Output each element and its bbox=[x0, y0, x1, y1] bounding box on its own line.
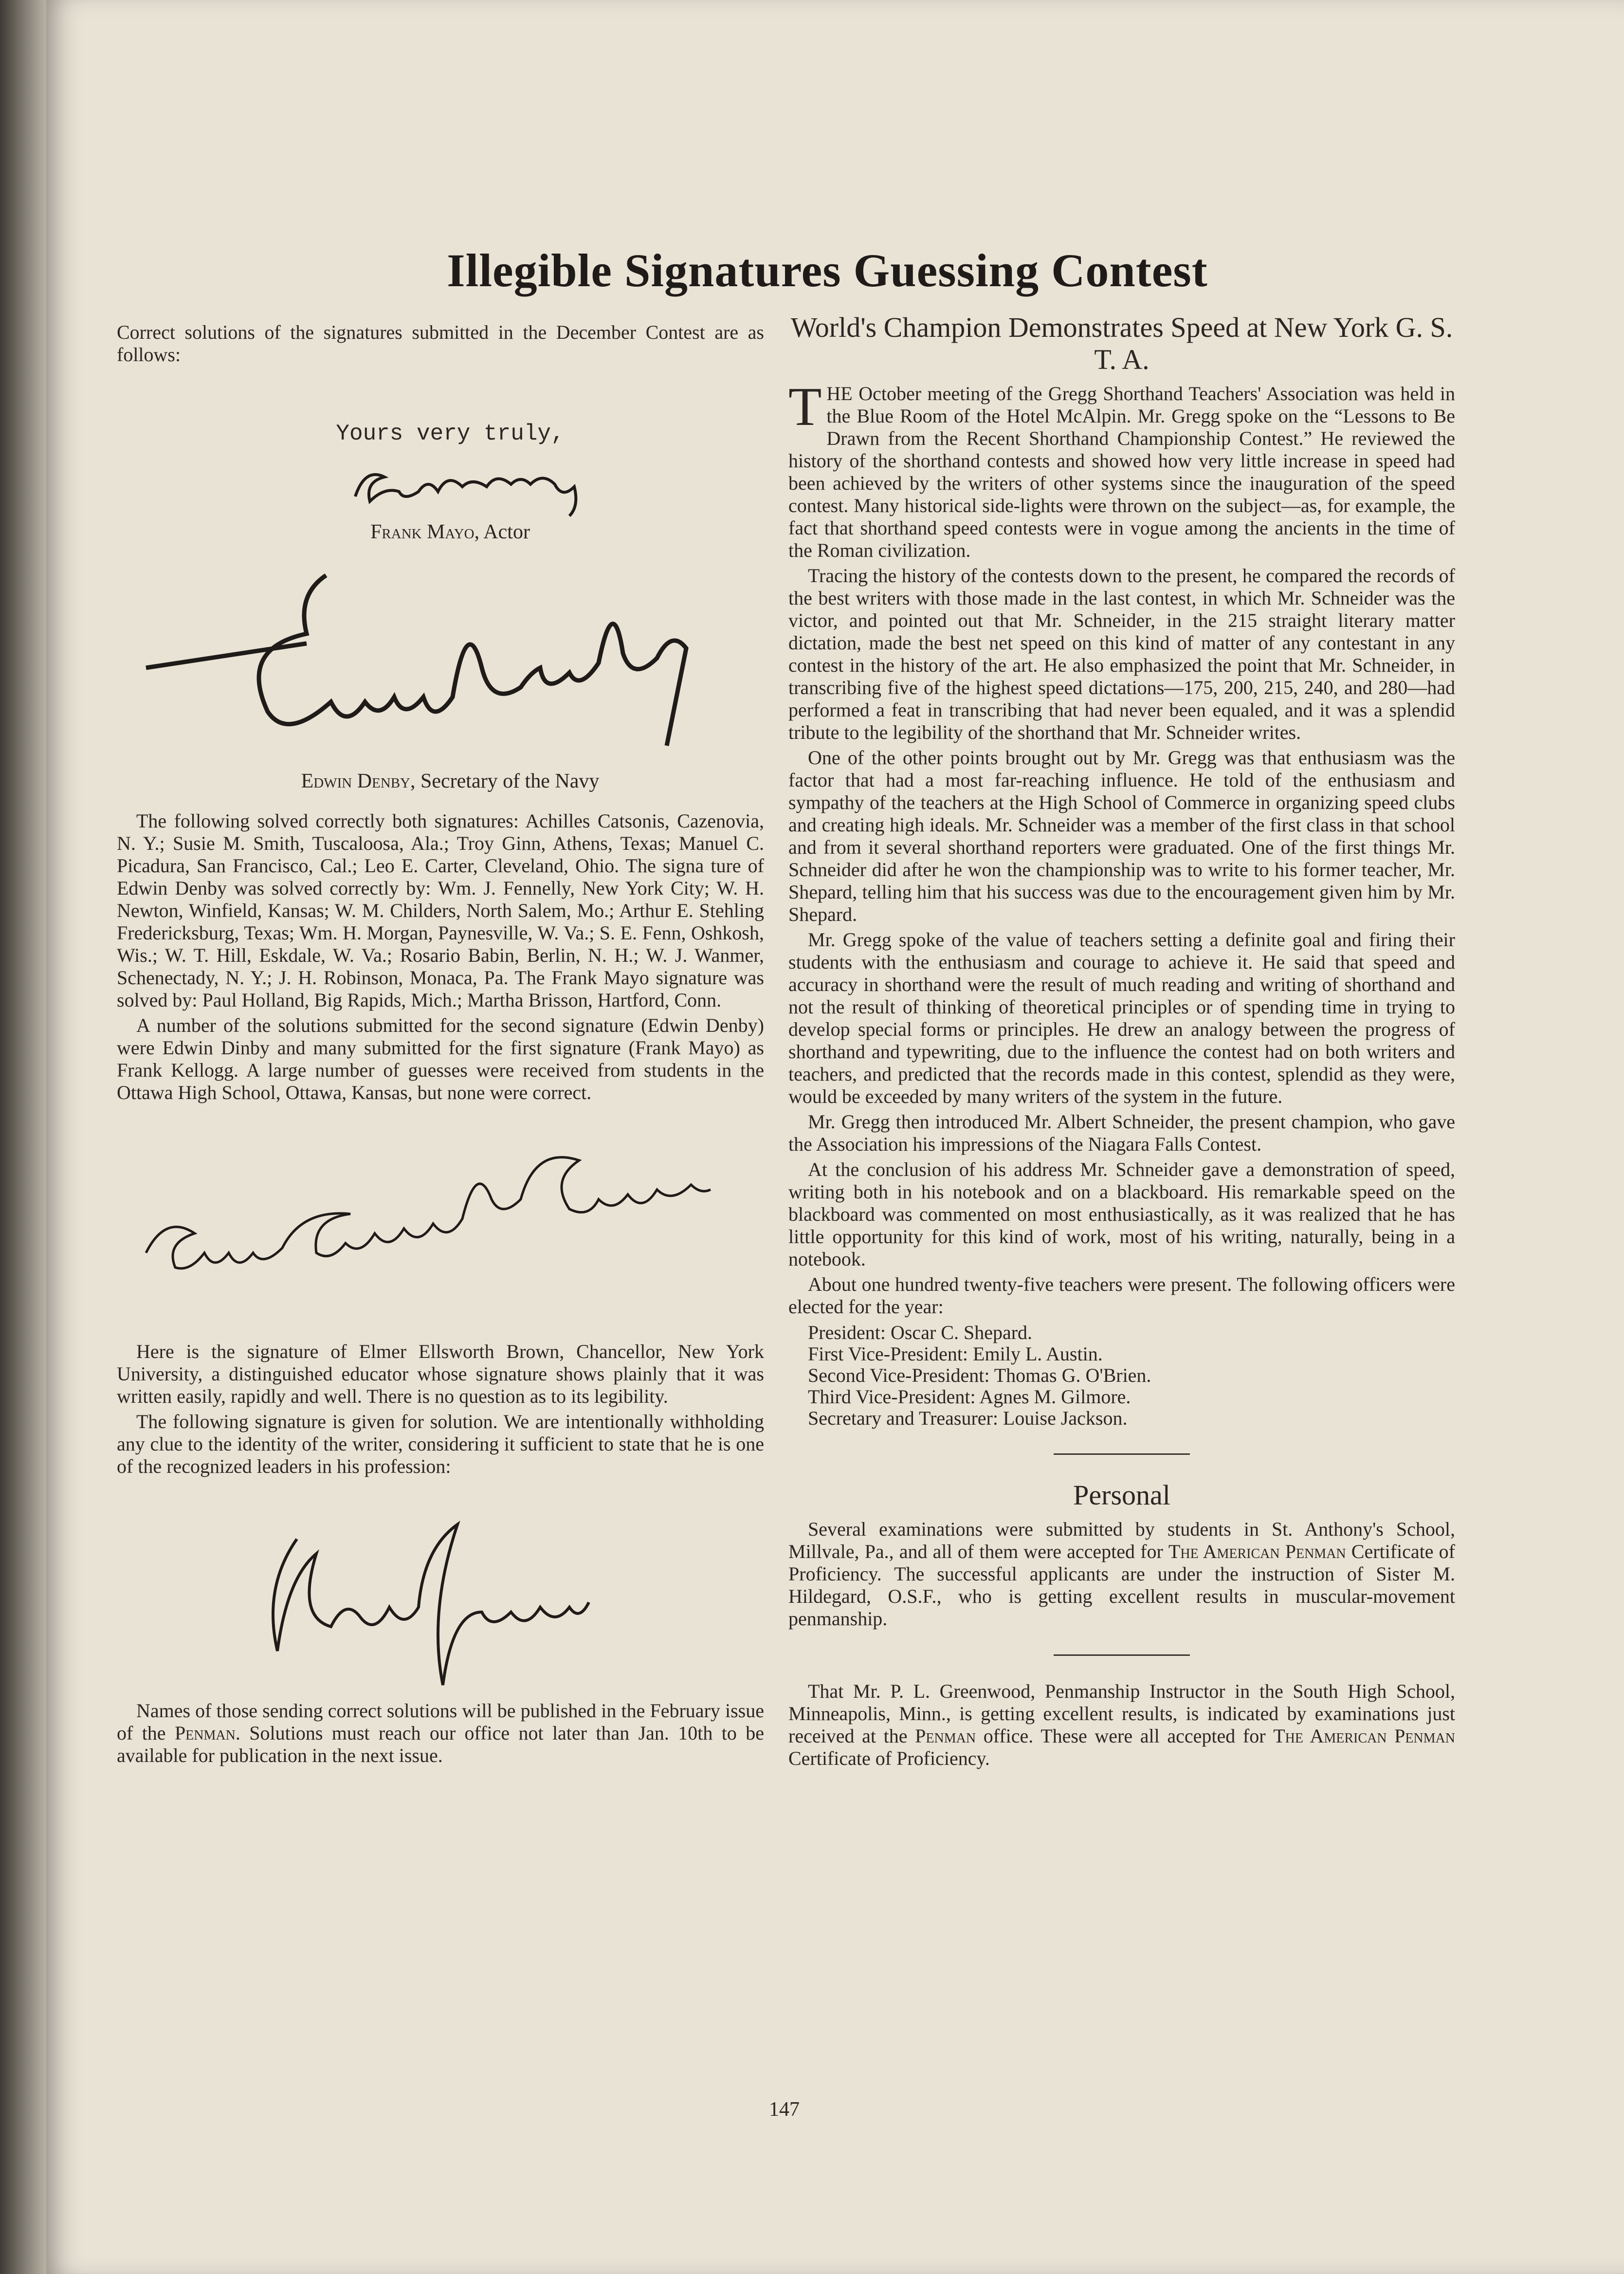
closing-line: Yours very truly, bbox=[336, 421, 565, 446]
edwin-denby-signature bbox=[117, 546, 764, 770]
officers-list bbox=[808, 1322, 1455, 1429]
greenwood-paragraph bbox=[788, 1680, 1455, 1770]
edwin-denby-role: Secretary of the Navy bbox=[420, 770, 600, 792]
frank-mayo-name: Frank Mayo, bbox=[370, 521, 480, 543]
article-paragraph-2: Tracing the history of the contests down to the present, he compared the records of the best writers with those made in the last contest, in which Mr. Schneider was the victor, and pointed out that Mr. Schneider, in the 215 straight literary matter dictation, made the best net speed on this kind of matter of any contestant in any contest in the history of the art. He also emphasized the point that Mr. Schneider, in transcribing five of the highest speed dictations—175, 200, 215, 240, and 280—had performed a feat in transcribing that had never been equaled, and it was a splendid tribute to the legibility of the shorthand that Mr. Schneider writes. bbox=[788, 565, 1455, 743]
edwin-denby-caption bbox=[117, 770, 764, 792]
officer-second-vp: Second Vice-President: Thomas G. O'Brien. bbox=[808, 1364, 1151, 1386]
book-gutter bbox=[0, 0, 46, 2274]
article-paragraph-7: About one hundred twenty-five teachers were present. The following officers were elected for the year: bbox=[788, 1273, 1455, 1318]
intro-text: Correct solutions of the signatures submitted in the December Contest are as follows: bbox=[117, 321, 764, 366]
article-paragraph-3: One of the other points brought out by Mr. Gregg was that enthusiasm was the factor that had a most far-reaching influence. He told of the enthusiasm and sympathy of the teachers at the High School of Commerce in organizing speed clubs and creating high ideals. Mr. Schneider was a member of the first class in that school and from it several shorthand reporters were graduated. One of the first things Mr. Schneider did after he won the championship was to write to his former teacher, Mr. Shepard, telling him that his success was due to the encouragement given him by Mr. Shepard. bbox=[788, 747, 1455, 925]
greenwood-text-b: office. These were all accepted for bbox=[983, 1725, 1266, 1747]
personal-heading: Personal bbox=[1073, 1479, 1170, 1511]
frank-mayo-role: Actor bbox=[483, 521, 530, 543]
section-divider-2 bbox=[1054, 1654, 1190, 1656]
greenwood-text-a: That Mr. P. L. Greenwood, Penmanship Instructor in the South High School, Minneapolis, Minn., is getting excellent results, is indicated by examinations just received at the bbox=[788, 1680, 1455, 1747]
officer-president: President: Oscar C. Shepard. bbox=[808, 1321, 1033, 1343]
section-divider bbox=[1054, 1453, 1190, 1455]
solvers-paragraph: The following solved correctly both signatures: Achilles Catsonis, Cazenovia, N. Y.; Susie M. Smith, Tuscaloosa, Ala.; Troy Ginn, Athens, Texas; Manuel C. Picadura, San Francisco, Cal.; Leo E. Carter, Cleveland, Ohio. The signa ture of Edwin Denby was solved correctly by: Wm. J. Fennelly, New York City; W. H. Newton, Winfield, Kansas; W. M. Childers, North Salem, Mo.; Arthur E. Stehling Fredericksburg, Texas; Wm. H. Morgan, Paynesville, W. Va.; S. E. Fenn, Oshkosh, Wis.; W. T. Hill, Eskdale, W. Va.; Rosario Babin, Berlin, N. H.; W. J. Wanmer, Schenectady, N. Y.; J. H. Robinson, Monaca, Pa. The Frank Mayo signature was solved by: Paul Holland, Big Rapids, Mich.; Martha Brisson, Hartford, Conn. bbox=[117, 810, 764, 1011]
article-paragraph-5: Mr. Gregg then introduced Mr. Albert Schneider, the present champion, who gave the Association his impressions of the Niagara Falls Contest. bbox=[788, 1111, 1455, 1155]
drop-cap: T bbox=[788, 377, 822, 437]
greenwood-text-c: Certificate of Proficiency. bbox=[788, 1747, 990, 1769]
personal-text-a: Several examinations were submitted by students in St. Anthony's School, Millvale, Pa., and all of them were accepted for bbox=[788, 1518, 1455, 1562]
names-text-b: Solutions must reach our office not later than Jan. 10th to be available for publication in the next issue. bbox=[117, 1722, 765, 1766]
personal-text-b: Certificate of Proficiency. The successful applicants are under the instruction of Sister M. Hildegard, O.S.F., who is getting excellent results in muscular-movement penmanship. bbox=[788, 1540, 1455, 1630]
page-number: 147 bbox=[769, 2098, 800, 2121]
article-heading: World's Champion Demonstrates Speed at New York G. S. T. A. bbox=[790, 312, 1453, 375]
officer-secretary: Secretary and Treasurer: Louise Jackson. bbox=[808, 1407, 1128, 1429]
left-column bbox=[117, 321, 764, 1770]
article-paragraph-1 bbox=[788, 377, 1455, 562]
unknown-signature bbox=[117, 1481, 764, 1700]
article-paragraph-4: Mr. Gregg spoke of the value of teachers setting a definite goal and firing their students with the enthusiasm and courage to achieve it. He said that speed and accuracy in shorthand were the result of much reading and writing of shorthand and not the result of thinking of theoretical principles or of spending time in trying to develop special forms or principles. He drew an analogy between the progress of shorthand and typewriting, due to the influence the contest had on both writers and teachers, and predicted that the records made in this contest, splendid as they were, would be exceeded by many writers of the system in the future. bbox=[788, 929, 1455, 1107]
officer-first-vp: First Vice-President: Emily L. Austin. bbox=[808, 1343, 1103, 1365]
names-paragraph bbox=[117, 1700, 764, 1767]
greenwood-penman-2: The American Penman bbox=[1273, 1725, 1455, 1747]
personal-paragraph bbox=[788, 1518, 1455, 1630]
frank-mayo-signature bbox=[117, 448, 764, 521]
brown-paragraph: Here is the signature of Elmer Ellsworth Brown, Chancellor, New York University, a distinguished educator whose signature shows plainly that it was written easily, rapidly and well. There is no question as to its legibility. bbox=[117, 1340, 764, 1407]
greenwood-penman-1: Penman bbox=[915, 1725, 976, 1747]
article-text-1: HE October meeting of the Gregg Shorthand Teachers' Association was held in the Blue Room of the Hotel McAlpin. Mr. Gregg spoke on the “Lessons to Be Drawn from the Recent Shorthand Championship Contest.” He reviewed the history of the shorthand contests and showed how very little increase in speed had been achieved by the writers of other systems since the inauguration of the speed contest. Many historical side-lights were thrown on the subject—as, for example, the fact that shorthand speed contests were in vogue among the ancients in the time of the Roman civilization. bbox=[788, 383, 1455, 561]
page-title: Illegible Signatures Guessing Contest bbox=[447, 244, 1208, 296]
solutions-paragraph: A number of the solutions submitted for the second signature (Edwin Denby) were Edwin Dinby and many submitted for the first signature (Frank Mayo) as Frank Kellogg. A large number of guesses were received from students in the Ottawa High School, Ottawa, Kansas, but none were correct. bbox=[117, 1014, 764, 1103]
frank-mayo-caption bbox=[117, 521, 764, 543]
puzzle-paragraph: The following signature is given for solution. We are intentionally withholding any clue to the identity of the writer, considering it sufficient to state that he is one of the recognized leaders in his profession: bbox=[117, 1411, 764, 1477]
penman-name: Penman. bbox=[174, 1722, 240, 1744]
names-text-a: Names of those sending correct solutions will be published in the February issue of the bbox=[117, 1700, 764, 1744]
right-column bbox=[788, 312, 1455, 1773]
article-paragraph-6: At the conclusion of his address Mr. Schneider gave a demonstration of speed, writing both in his notebook and on a blackboard. His remarkable speed on the blackboard was commented on most enthusiastically, as it was realized that he has little opportunity for this kind of work, most of his writing, naturally, being in a notebook. bbox=[788, 1158, 1455, 1270]
elmer-brown-signature bbox=[117, 1107, 764, 1340]
personal-penman: The American Penman bbox=[1168, 1540, 1346, 1562]
officer-third-vp: Third Vice-President: Agnes M. Gilmore. bbox=[808, 1386, 1131, 1408]
edwin-denby-name: Edwin Denby, bbox=[301, 770, 416, 792]
